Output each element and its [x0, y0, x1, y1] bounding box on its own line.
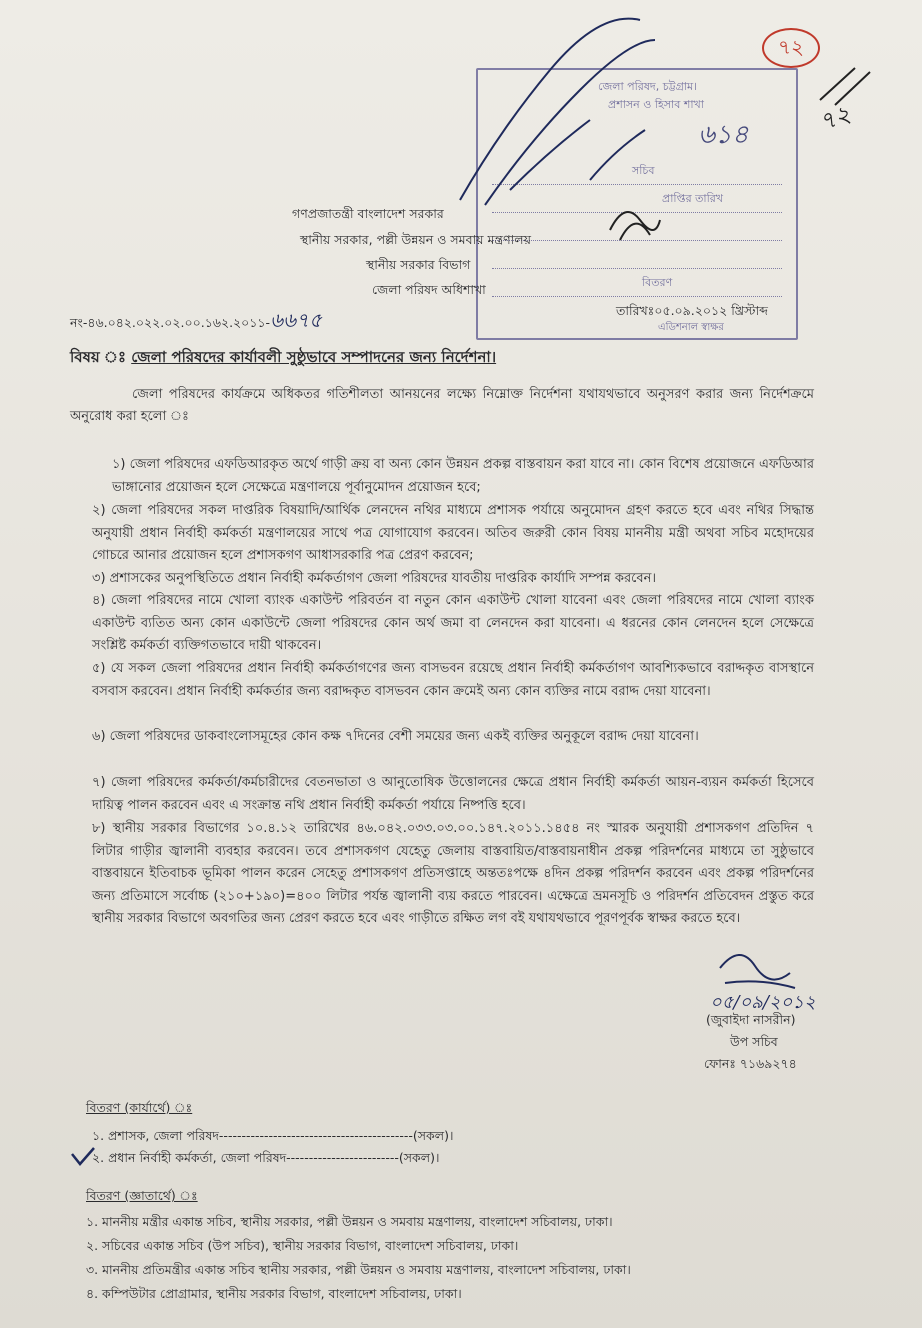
- item-7: ৭) জেলা পরিষদের কর্মকর্তা/কর্মচারীদের বেতনভাতা ও আনুতোষিক উত্তোলনের ক্ষেত্রে প্রধান নির্বাহী কর্মকর্তা আয়ন-ব্যয়ন কর্মকর্তা হিসেবে দায়িত্ব পালন করবেন এবং এ সংক্রান্ত নথি প্রধান নির্বাহী কর্মকর্তা পর্যায়ে নিষ্পত্তি হবে।: [92, 775, 814, 813]
- header-line2: স্থানীয় সরকার, পল্লী উন্নয়ন ও সমবায় মন্ত্রণালয়: [300, 232, 531, 247]
- memo-date: তারিখঃ০৫.০৯.২০১২ খ্রিস্টাব্দ: [616, 303, 768, 318]
- item-1: ১) জেলা পরিষদের এফডিআরকৃত অর্থে গাড়ী ক্রয় বা অন্য কোন উন্নয়ন প্রকল্প বাস্তবায়ন করা যাবে না। কোন বিশেষ প্রয়োজনে এফডিআর ভাঙ্গানোর প্রয়োজন হলে সেক্ষেত্রে মন্ত্রণালয়ে পূর্বানুমোদন প্রয়োজন হবে;: [112, 457, 814, 495]
- stamp-line4: প্রাপ্তির তারিখ: [662, 192, 724, 205]
- distribution-info-item: ১. মাননীয় মন্ত্রীর একান্ত সচিব, স্থানীয় সরকার, পল্লী উন্নয়ন ও সমবায় মন্ত্রণালয়, বাংলাদেশ সচিবালয়, ঢাকা।: [86, 1214, 613, 1229]
- tick-mark: [68, 1144, 98, 1168]
- stamp-line3: সচিব: [632, 164, 655, 177]
- subject-text: জেলা পরিষদের কার্যাবলী সুষ্ঠুভাবে সম্পাদনের জন্য নির্দেশনা।: [131, 348, 497, 366]
- subject-line: [70, 346, 496, 371]
- intro-paragraph: জেলা পরিষদের কার্যক্রমে অধিকতর গতিশীলতা আনয়নের লক্ষ্যে নিম্নোক্ত নির্দেশনা যথাযথভাবে অনুসরণ করার জন্য নির্দেশক্রমে অনুরোধ করা হলো ঃ: [70, 387, 814, 424]
- item-6: ৬) জেলা পরিষদের ডাকবাংলোসমূহের কোন কক্ষ ৭দিনের বেশী সময়ের জন্য একই ব্যক্তির অনুকূলে বরাদ্দ দেয়া যাবেনা।: [92, 729, 699, 744]
- stamp-number: ৬১৪: [698, 120, 749, 150]
- signer-name: (জুবাইদা নাসরীন): [706, 1012, 796, 1027]
- page-number-circled: ৭২: [762, 28, 820, 68]
- signature-date: ০৫/০৯/২০১২: [710, 992, 816, 1013]
- header-line1: গণপ্রজাতন্ত্রী বাংলাদেশ সরকার: [292, 206, 444, 221]
- distribution-action-title: বিতরণ (কার্যার্থে) ঃ: [86, 1100, 193, 1115]
- initials-scribble: [600, 200, 670, 250]
- item-3: ৩) প্রশাসকের অনুপস্থিতিতে প্রধান নির্বাহী কর্মকর্তাগণ জেলা পরিষদের যাবতীয় দাপ্তরিক কার্যাদি সম্পন্ন করবেন।: [92, 571, 656, 586]
- stamp-field-distribution: [492, 274, 782, 297]
- item-2: ২) জেলা পরিষদের সকল দাপ্তরিক বিষয়াদি/আর্থিক লেনদেন নথির মাধ্যমে প্রশাসক পর্যায়ে অনুমোদন গ্রহণ করতে হবে এবং নথির সিদ্ধান্ত অনুযায়ী প্রধান নির্বাহী কর্মকর্তা মন্ত্রণালয়ের সাথে পত্র যোগাযোগ করবেন। অতিব জরুরী কোন বিষয় মাননীয় মন্ত্রী অথবা সচিব মহোদয়ের গোচরে আনার প্রয়োজন হলে প্রশাসকগণ আধাসরকারি পত্র প্রেরণ করবেন;: [92, 503, 814, 563]
- memo-number-handwritten: ৬৬৭৫: [270, 308, 323, 332]
- stamp-line5: বিতরণ: [642, 276, 673, 289]
- item-5: ৫) যে সকল জেলা পরিষদের প্রধান নির্বাহী কর্মকর্তাগণের জন্য বাসভবন রয়েছে প্রধান নির্বাহী কর্মকর্তাগণ আবশ্যিকভাবে বরাদ্দকৃত বাসস্থানে বসবাস করবেন। প্রধান নির্বাহী কর্মকর্তার জন্য বরাদ্দকৃত বাসভবন কোন ক্রমেই অন্য কোন ব্যক্তির নামে বরাদ্দ দেয়া যাবেনা।: [92, 661, 814, 699]
- stamp-footer: এডিশনাল স্বাক্ষর: [658, 322, 724, 333]
- distribution-action-item: ১. প্রশাসক, জেলা পরিষদ-------------------------------------------(সকল)।: [92, 1128, 454, 1143]
- margin-scribble: [815, 60, 875, 110]
- handwritten-annotation: [440, 10, 660, 210]
- item-4: ৪) জেলা পরিষদের নামে খোলা ব্যাংক একাউন্ট পরিবর্তন বা নতুন কোন একাউন্ট খোলা যাবেনা এবং জেলা পরিষদের নামে খোলা ব্যাংক একাউন্ট ব্যতিত অন্য কোন একাউন্টে জেলা পরিষদের কোন অর্থ জমা বা লেনদেন করা যাবেনা। এ ধরনের কোন লেনদেন হলে সেক্ষেত্রে সংশ্লিষ্ট কর্মকর্তা ব্যক্তিগতভাবে দায়ী থাকবেন।: [92, 593, 814, 653]
- distribution-info-item: ৩. মাননীয় প্রতিমন্ত্রীর একান্ত সচিব স্থানীয় সরকার, পল্লী উন্নয়ন ও সমবায় মন্ত্রণালয়, বাংলাদেশ সচিবালয়, ঢাকা।: [86, 1262, 631, 1277]
- stamp-line2: প্রশাসন ও হিসাব শাখা: [608, 98, 704, 111]
- signer-phone: ফোনঃ ৭১৬৯২৭৪: [704, 1056, 797, 1071]
- item-8: ৮) স্থানীয় সরকার বিভাগের ১০.৪.১২ তারিখের ৪৬.০৪২.০৩৩.০৩.০০.১৪৭.২০১১.১৪৫৪ নং স্মারক অনুযায়ী প্রশাসকগণ প্রতিদিন ৭ লিটার গাড়ীর জ্বালানী ব্যবহার করবেন। তবে প্রশাসকগণ যেহেতু জেলায় বাস্তবায়িত/বাস্তবায়নাধীন প্রকল্প পরিদর্শনের মাধ্যমে তা সুষ্ঠুভাবে বাস্তবায়নে ইতিবাচক ভূমিকা পালন করেন সেহেতু প্রশাসকগণ প্রতিসপ্তাহে অন্ততঃপক্ষে ৪দিন প্রকল্প পরিদর্শন করবেন এবং প্রকল্প পরিদর্শনের জন্য প্রতিমাসে সর্বোচ্চ (২১০+১৯০)=৪০০ লিটার পর্যন্ত জ্বালানী ব্যয় করতে পারবেন। এক্ষেত্রে ভ্রমনসূচি ও পরিদর্শন প্রতিবেদন প্রস্তুত করে স্থানীয় সরকার বিভাগে অবগতির জন্য প্রেরণ করতে হবে এবং গাড়ীতে রক্ষিত লগ বই যথাযথভাবে পূরণপূর্বক স্বাক্ষর করতে হবে।: [92, 821, 814, 926]
- header-line4: জেলা পরিষদ অধিশাখা: [372, 282, 486, 297]
- margin-note: ৭২: [815, 99, 855, 137]
- signer-designation: উপ সচিব: [730, 1034, 778, 1049]
- distribution-info-item: ৪. কম্পিউটার প্রোগ্রামার, স্থানীয় সরকার বিভাগ, বাংলাদেশ সচিবালয়, ঢাকা।: [86, 1286, 462, 1301]
- distribution-info-title: বিতরণ (জ্ঞাতার্থে) ঃ: [86, 1188, 198, 1203]
- stamp-line1: জেলা পরিষদ, চট্টগ্রাম।: [598, 80, 698, 93]
- memo-number: [70, 306, 322, 339]
- distribution-info-item: ২. সচিবের একান্ত সচিব (উপ সচিব), স্থানীয় সরকার বিভাগ, বাংলাদেশ সচিবালয়, ঢাকা।: [86, 1238, 519, 1253]
- memo-number-printed: নং-৪৬.০৪২.০২২.০২.০০.১৬২.২০১১-: [70, 315, 271, 330]
- distribution-action-item: ২. প্রধান নির্বাহী কর্মকর্তা, জেলা পরিষদ-------------------------(সকল)।: [92, 1150, 440, 1165]
- subject-prefix: বিষয় ঃ: [70, 348, 126, 366]
- header-line3: স্থানীয় সরকার বিভাগ: [366, 257, 471, 272]
